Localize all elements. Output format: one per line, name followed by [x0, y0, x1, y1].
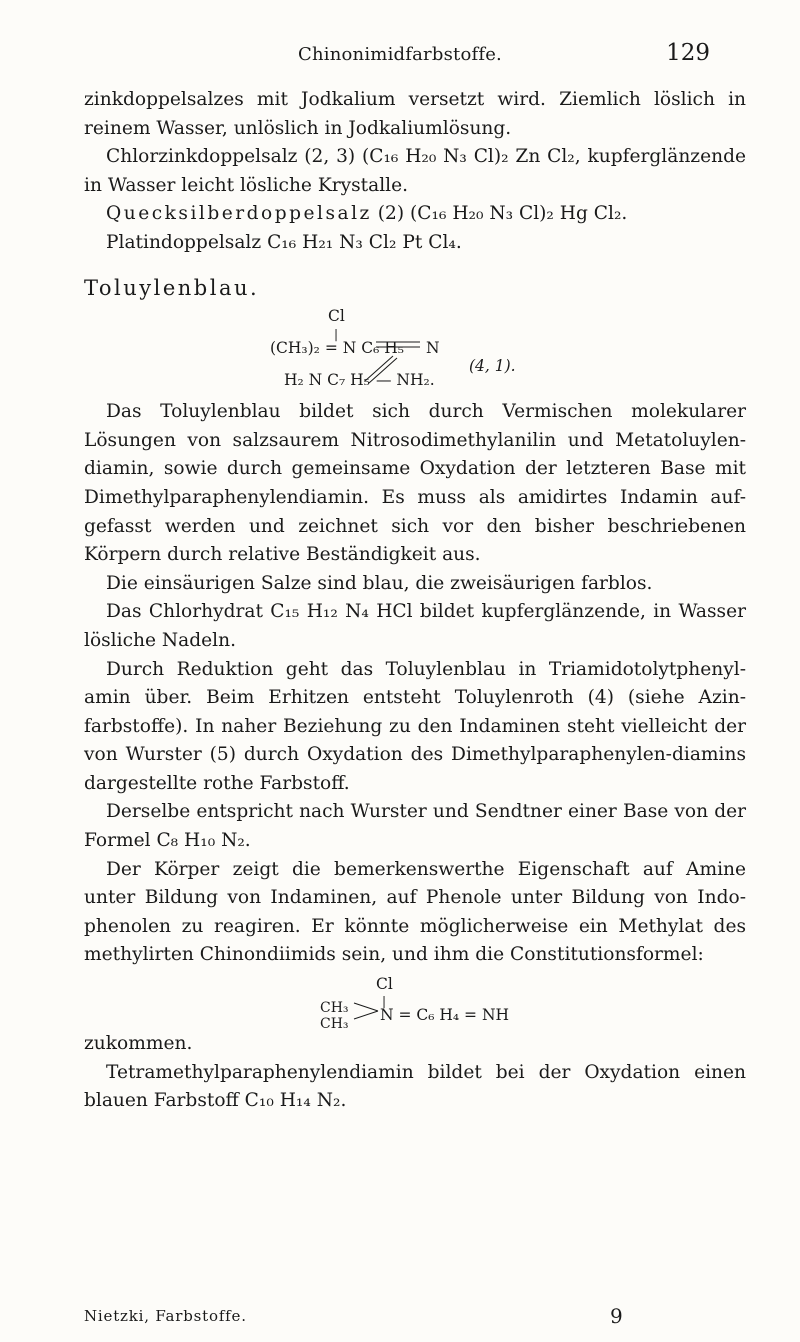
paragraph: zinkdoppelsalzes mit Jodkalium versetzt wird. Ziemlich löslich in reinem Wasser, unlöslich in Jodkaliumlösung.: [84, 89, 746, 139]
paragraph: Die einsäurigen Salze sind blau, die zweisäurigen farblos.: [106, 572, 653, 594]
paragraph: Durch Reduktion geht das Toluylenblau in Triamidotolytphenyl-amin über. Beim Erhitzen entsteht Toluylenroth (4) (siehe Azin-farbstoffe). In naher Beziehung zu den Indaminen steht vielleicht der von Wurster (5) durch Oxydation des Dimethylparaphenylen-diamins dargestellte rothe Farbstoff.: [84, 658, 746, 794]
body-text: [84, 86, 746, 1116]
formula-bond-vertical: |: [382, 994, 387, 1009]
paragraph: Platindoppelsalz C₁₆ H₂₁ N₃ Cl₂ Pt Cl₄.: [106, 231, 462, 253]
paragraph: Derselbe entspricht nach Wurster und Sendtner einer Base von der Formel C₈ H₁₀ N₂.: [84, 801, 746, 852]
formula-nitrogen: N: [426, 339, 440, 358]
page-number: 129: [666, 40, 710, 66]
paragraph: Tetramethylparaphenylendiamin bildet bei der Oxydation einen blauen Farbstoff C₁₀ H₁₄ N₂.: [84, 1061, 746, 1112]
formula-line-1: (CH₃)₂ = N C₆ H₅: [270, 339, 404, 358]
structural-formula-toluylenblau: [84, 302, 746, 398]
signature-line: Nietzki, Farbstoffe.: [84, 1307, 247, 1325]
paragraph: Der Körper zeigt die bemerkenswerthe Eigenschaft auf Amine unter Bildung von Indaminen, auf Phenole unter Bildung von Indo-phenolen zu reagiren. Er könnte möglicherweise ein Methylat des methylirten Chinondiimids sein, und ihm die Constitutionsformel:: [84, 858, 746, 966]
formula-reference: (4, 1).: [469, 357, 516, 376]
formula-chlorine: Cl: [328, 307, 345, 326]
formula-methyl-bottom: CH₃: [320, 1016, 349, 1033]
paragraph: Das Chlorhydrat C₁₅ H₁₂ N₄ HCl bildet kupferglänzende, in Wasser lösliche Nadeln.: [84, 601, 746, 651]
formula-double-bond: [374, 338, 424, 352]
formula-rest: N = C₆ H₄ = NH: [380, 1006, 510, 1025]
paragraph: Das Toluylenblau bildet sich durch Vermischen molekularer Lösungen von salzsaurem Nitrosodimethylanilin und Metatoluylen-diamin, sowie durch gemeinsame Oxydation der letzteren Base mit Dimethylparaphenylendiamin. Es muss als amidirtes Indamin auf-gefasst werden und zeichnet sich vor den bisher beschriebenen Körpern durch relative Beständigkeit aus.: [84, 401, 746, 566]
structural-formula-methylat: [84, 970, 746, 1033]
paragraph: Chlorzinkdoppelsalz (2, 3) (C₁₆ H₂₀ N₃ Cl)₂ Zn Cl₂, kupferglänzende in Wasser leicht lösliche Krystalle.: [84, 146, 746, 196]
formula-chlorine: Cl: [376, 975, 393, 994]
formula-methyl-bonds: [352, 998, 382, 1024]
formula-bond-vertical: |: [334, 327, 339, 342]
formula-amino: — NH₂.: [376, 371, 435, 390]
salt-label: Quecksilberdoppelsalz: [106, 203, 372, 225]
salt-formula: (2) (C₁₆ H₂₀ N₃ Cl)₂ Hg Cl₂.: [371, 203, 628, 225]
sheet-number: 9: [610, 1304, 623, 1328]
formula-methyl-top: CH₃: [320, 1000, 349, 1017]
section-heading: Toluylenblau.: [84, 275, 260, 300]
paragraph: [84, 200, 746, 229]
formula-line-2: H₂ N C₇ H₅: [284, 371, 370, 390]
running-head: Chinonimidfarbstoffe.: [298, 44, 502, 65]
paragraph: zukommen.: [84, 1033, 193, 1055]
